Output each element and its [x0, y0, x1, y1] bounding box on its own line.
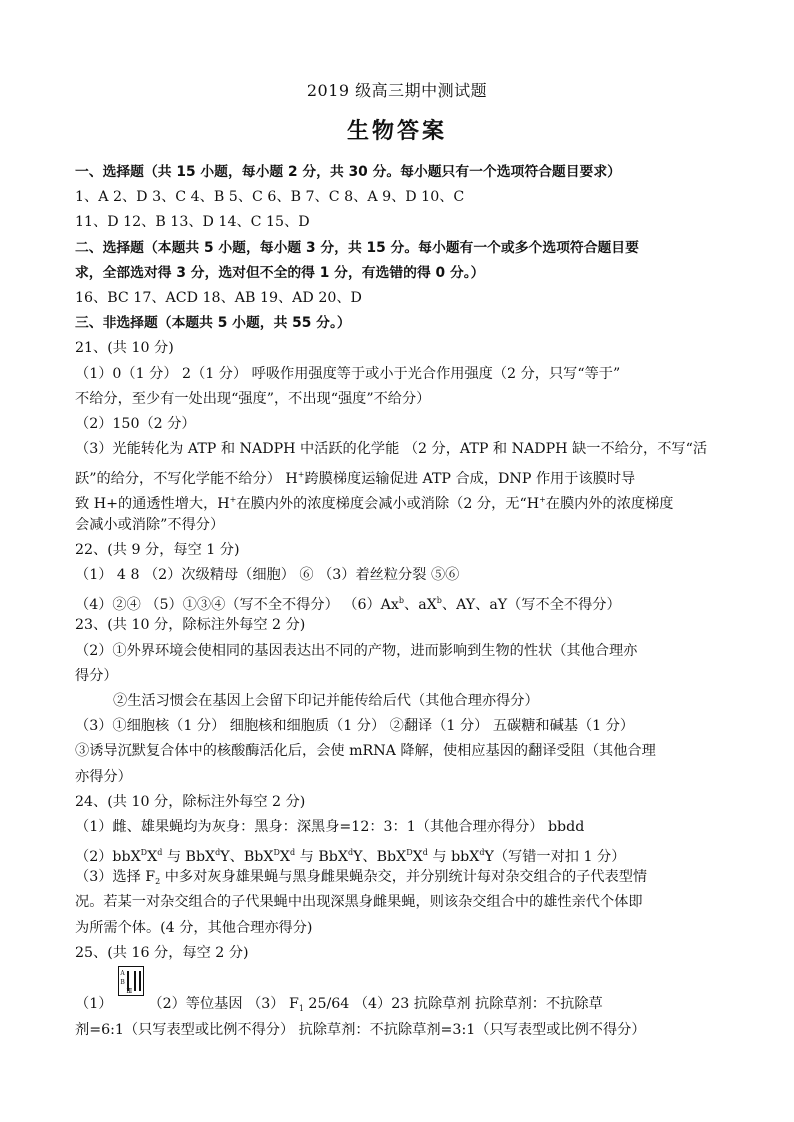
text-run: （3）选择 F [75, 869, 156, 886]
q24-part3-line-3: 为所需个体。(4 分，其他合理亦得分) [75, 919, 313, 936]
q22-line-1: （1） 4 8 （2）次级精母（细胞） ⑥ （3）着丝粒分裂 ⑤⑥ [75, 567, 460, 583]
text-run: 与 bbX [427, 849, 480, 866]
text-run: 与 BbX [295, 849, 348, 866]
q24-part2 [75, 840, 725, 865]
superscript: D [406, 848, 413, 858]
text-run: 在膜内外的浓度梯度 [545, 496, 674, 513]
q21-part1-line-2: 不给分，至少有一处出现“强度”，不出现“强度”不给分） [75, 390, 431, 407]
superscript: + [539, 495, 546, 505]
q21-part3-line-4: 会减小或消除”不得分） [75, 516, 225, 533]
superscript: b [436, 596, 442, 606]
q24-part1: （1）雌、雄果蝇均为灰身：黑身：深黑身=12：3：1（其他合理亦得分） bbdd [75, 818, 585, 835]
section-1-answers-row-1: 1、A 2、D 3、C 4、B 5、C 6、B 7、C 8、A 9、D 10、C [75, 189, 465, 206]
text-run: 与 BbX [162, 849, 216, 866]
section-1-heading: 一、选择题（共 15 小题，每小题 2 分，共 30 分。每小题只有一个选项符合题目要求） [75, 164, 621, 180]
q25-line-2: 剂=6:1（只写表型或比例不得分） 抗除草剂：不抗除草剂=3:1（只写表型或比例不得分） [75, 1022, 646, 1038]
superscript: d [422, 848, 428, 858]
superscript: + [229, 495, 237, 505]
section-3-heading: 三、非选择题（本题共 5 小题，共 55 分。） [75, 315, 351, 332]
text-run: Y、BbX [353, 849, 407, 866]
superscript: D [140, 848, 148, 858]
q22-line-2 [75, 588, 725, 613]
superscript: d [479, 848, 485, 858]
text-run: 、aX [404, 597, 437, 614]
q21-part3-line-2 [75, 462, 725, 487]
text-run: 跨膜梯度运输促进 ATP 合成，DNP 作用于该膜时导 [304, 471, 636, 488]
text-run: （1） [75, 996, 113, 1012]
section-1-answers-row-2: 11、D 12、B 13、D 14、C 15、D [75, 214, 310, 231]
superscript: D [273, 848, 280, 858]
q23-part2-line-3: ②生活习惯会在基因上会留下印记并能传给后代（其他合理亦得分） [113, 692, 539, 709]
answer-body [75, 160, 725, 1043]
superscript: d [157, 848, 163, 858]
q24-part3-line-2: 况。若某一对杂交组合的子代果蝇中出现深黑身雌果蝇，则该杂交组合中的雄性亲代个体即 [75, 894, 643, 911]
answer-title: 生物答案 [346, 119, 447, 144]
text-run: 、AY、aY（写不全不得分） [441, 597, 621, 614]
section-2-answers: 16、BC 17、ACD 18、AB 19、AD 20、D [75, 289, 362, 306]
text-run: Y、BbX [220, 849, 274, 866]
subscript: 2 [155, 877, 161, 887]
exam-title: 2019 级高三期中测试题 [306, 81, 488, 100]
section-2-heading-line-2: 求，全部选对得 3 分，选对但不全的得 1 分，有选错的得 0 分。） [75, 264, 485, 281]
q21-part2: （2）150（2 分） [75, 415, 196, 432]
q23-part3-line-1: （3）①细胞核（1 分） 细胞核和细胞质（1 分） ②翻译（1 分） 五碳糖和碱基（1 分） [75, 718, 635, 735]
q23-heading: 23、(共 10 分，除标注外每空 2 分) [75, 617, 306, 634]
gene-label: B [120, 979, 125, 986]
text-run: X [412, 849, 423, 866]
q21-part3-line-1: （3）光能转化为 ATP 和 NADPH 中活跃的化学能 （2 分，ATP 和 NADPH 缺一不给分，不写“活 [75, 441, 708, 458]
subscript: 1 [298, 1004, 304, 1013]
q21-heading: 21、(共 10 分) [75, 340, 174, 357]
chromosome-diagram-icon [118, 966, 144, 996]
text-run: Y（写错一对扣 1 分） [484, 849, 626, 866]
text-run: X [279, 849, 290, 866]
superscript: + [297, 470, 305, 480]
text-run: X [147, 849, 158, 866]
text-run: 跃”的给分，不写化学能不给分） H [75, 471, 298, 488]
q24-heading: 24、(共 10 分，除标注外每空 2 分) [75, 793, 306, 810]
superscript: d [215, 848, 221, 858]
gene-label: A [120, 970, 125, 977]
q23-part2-line-2: 得分） [75, 667, 118, 684]
chromosome-bar [139, 971, 141, 991]
q25-line-1 [75, 966, 725, 1018]
chromosome-number: Ⅲ [126, 987, 133, 995]
q23-part2-line-1: （2）①外界环境会使相同的基因表达出不同的产物，进而影响到生物的性状（其他合理亦 [75, 642, 638, 659]
q21-part3-line-3 [75, 487, 725, 512]
text-run: 在膜内外的浓度梯度会减小或消除（2 分，无“H [236, 496, 540, 513]
chromosome-bar [134, 971, 136, 991]
text-run: （2）等位基因 （3） F [148, 996, 299, 1012]
q23-part3-line-3: 亦得分） [75, 768, 132, 785]
superscript: d [289, 848, 296, 858]
q22-heading: 22、(共 9 分，每空 1 分) [75, 541, 240, 558]
q24-part3-line-1 [75, 865, 725, 890]
text-run: 25/64 （4）23 抗除草剂 抗除草剂：不抗除草 [303, 996, 603, 1012]
superscript: b [398, 596, 405, 606]
text-run: 中多对灰身雄果蝇与黑身雌果蝇杂交，并分别统计每对杂交组合的子代表型情 [160, 869, 648, 886]
q21-part1-line-1: （1）0（1 分） 2（1 分） 呼吸作用强度等于或小于光合作用强度（2 分，只写“等于” [75, 365, 621, 382]
text-run: （4）②④ （5）①③④（写不全不得分） （6）Ax [75, 597, 399, 614]
text-run: 致 H+的通透性增大，H [75, 496, 230, 513]
q25-heading: 25、(共 16 分，每空 2 分) [75, 944, 249, 961]
section-2-heading-line-1: 二、选择题（本题共 5 小题，每小题 3 分，共 15 分。每小题有一个或多个选项符合题目要 [75, 239, 639, 256]
q23-part3-line-2: ③诱导沉默复合体中的核酸酶活化后，会使 mRNA 降解，使相应基因的翻译受阻（其他合理 [75, 743, 656, 760]
superscript: d [347, 848, 354, 858]
text-run: （2）bbX [75, 849, 141, 866]
